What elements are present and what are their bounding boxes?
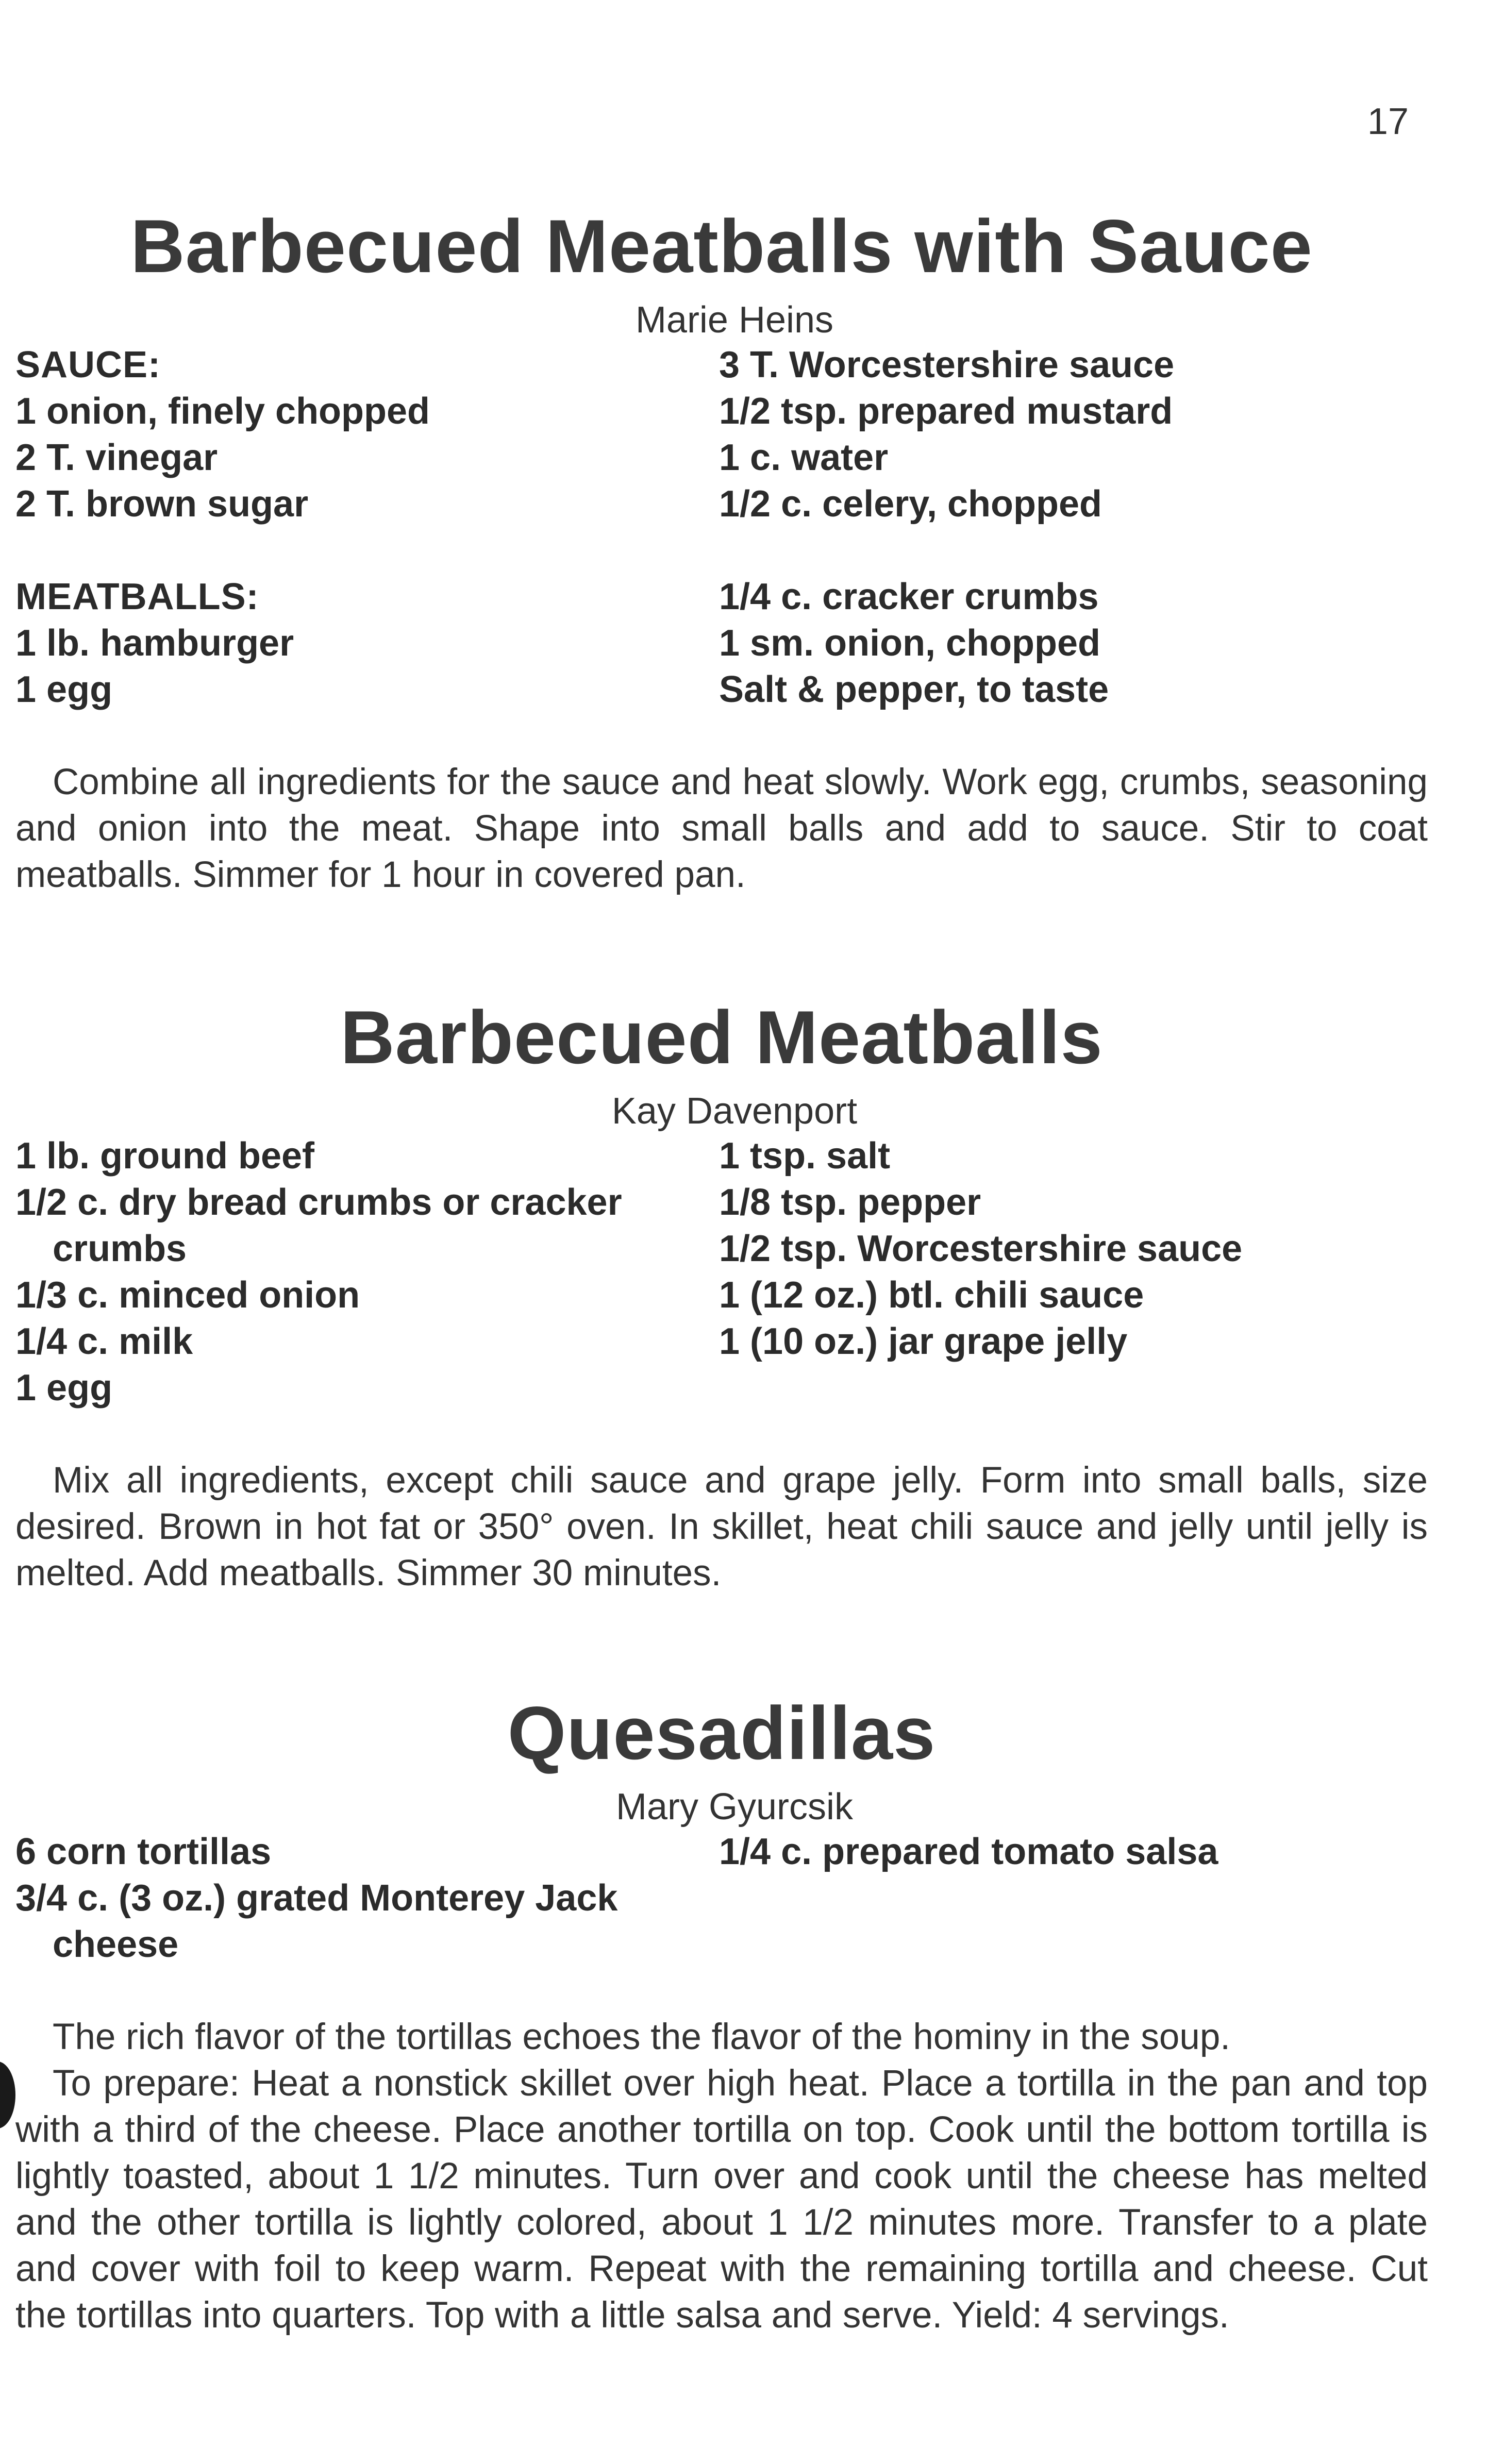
ingredient-line: crumbs xyxy=(53,1228,187,1269)
recipe-title: Barbecued Meatballs with Sauce xyxy=(130,204,1313,288)
ingredient-line: Salt & pepper, to taste xyxy=(719,669,1109,710)
ingredients-right-column xyxy=(719,1133,1428,1411)
page-number: 17 xyxy=(1367,101,1409,142)
ingredient-line: 3/4 c. (3 oz.) grated Monterey Jack xyxy=(15,1878,618,1919)
directions-paragraph: Mix all ingredients, except chili sauce and grape jelly. Form into small balls, size desired. Brown in hot fat or 350° oven. In skillet, heat chili sauce and jelly until jelly is melted. Add meatballs. Simmer 30 minutes. xyxy=(15,1460,1428,1594)
directions xyxy=(15,1457,1428,1597)
directions xyxy=(15,759,1428,898)
recipe-author: Marie Heins xyxy=(635,299,834,341)
ingredients-left-column xyxy=(15,342,719,713)
ingredient-line: 1/4 c. cracker crumbs xyxy=(719,576,1099,617)
recipe-author: Mary Gyurcsik xyxy=(615,1786,854,1828)
ingredient-line: 1/2 c. celery, chopped xyxy=(719,483,1102,525)
ingredient-line: 2 T. vinegar xyxy=(15,437,218,478)
ingredient-line: 1/2 tsp. prepared mustard xyxy=(719,391,1173,432)
ingredient-section-header: MEATBALLS: xyxy=(15,576,259,617)
directions-paragraph: Combine all ingredients for the sauce and heat slowly. Work egg, crumbs, seasoning and onion into the meat. Shape into small balls and add to sauce. Stir to coat meatballs. Simmer for 1 hour in covered pan. xyxy=(15,762,1428,895)
ingredient-line: cheese xyxy=(53,1924,179,1965)
ingredient-line: 1/8 tsp. pepper xyxy=(719,1182,981,1223)
binding-hole-mark xyxy=(0,2061,15,2128)
ingredient-line: 2 T. brown sugar xyxy=(15,483,309,525)
ingredient-line: 3 T. Worcestershire sauce xyxy=(719,344,1175,385)
directions xyxy=(15,2014,1428,2339)
ingredient-line: 1 egg xyxy=(15,669,113,710)
ingredients-list xyxy=(15,1829,1428,1968)
ingredient-line: 1 (12 oz.) btl. chili sauce xyxy=(719,1275,1144,1316)
ingredient-line: 1 c. water xyxy=(719,437,889,478)
recipe-barbecued-meatballs-with-sauce xyxy=(15,204,1428,898)
ingredient-line: 1/2 tsp. Worcestershire sauce xyxy=(719,1228,1243,1269)
recipe-author: Kay Davenport xyxy=(611,1091,858,1132)
ingredients-left-column xyxy=(15,1829,719,1968)
directions-paragraph: To prepare: Heat a nonstick skillet over high heat. Place a tortilla in the pan and top with a third of the cheese. Place another tortilla on top. Cook until the bottom tortilla is lightly toasted, about 1 1/2 minutes. Turn over and cook until the cheese has melted and the other tortilla is lightly colored, about 1 1/2 minutes more. Transfer to a plate and cover with foil to keep warm. Repeat with the remaining tortilla and cheese. Cut the tortillas into quarters. Top with a little salsa and serve. Yield: 4 servings. xyxy=(15,2063,1428,2336)
ingredient-line: 6 corn tortillas xyxy=(15,1831,272,1872)
ingredient-spacer xyxy=(719,527,1428,574)
ingredients-right-column xyxy=(719,1829,1428,1968)
ingredient-line: 1 sm. onion, chopped xyxy=(719,623,1101,664)
ingredient-line: 1/4 c. milk xyxy=(15,1321,193,1362)
ingredient-section-header: SAUCE: xyxy=(15,344,161,385)
ingredients-list xyxy=(15,1133,1428,1411)
ingredient-line: 1 lb. ground beef xyxy=(15,1135,315,1177)
recipe-barbecued-meatballs xyxy=(15,995,1428,1597)
ingredient-line: 1 tsp. salt xyxy=(719,1135,891,1177)
ingredients-right-column xyxy=(719,342,1428,713)
recipe-quesadillas xyxy=(15,1691,1428,2339)
ingredients-list xyxy=(15,342,1428,713)
directions-paragraph: The rich flavor of the tortillas echoes the flavor of the hominy in the soup. xyxy=(53,2017,1231,2057)
ingredient-line: 1 (10 oz.) jar grape jelly xyxy=(719,1321,1128,1362)
ingredient-line: 1/4 c. prepared tomato salsa xyxy=(719,1831,1218,1872)
recipe-title: Quesadillas xyxy=(507,1691,936,1775)
ingredient-line: 1 egg xyxy=(15,1367,113,1409)
ingredient-line: 1 onion, finely chopped xyxy=(15,391,430,432)
ingredient-spacer xyxy=(15,527,719,574)
ingredient-line: 1/2 c. dry bread crumbs or cracker xyxy=(15,1182,622,1223)
ingredient-line: 1 lb. hamburger xyxy=(15,623,294,664)
ingredients-left-column xyxy=(15,1133,719,1411)
ingredient-line: 1/3 c. minced onion xyxy=(15,1275,360,1316)
recipe-title: Barbecued Meatballs xyxy=(340,995,1103,1079)
